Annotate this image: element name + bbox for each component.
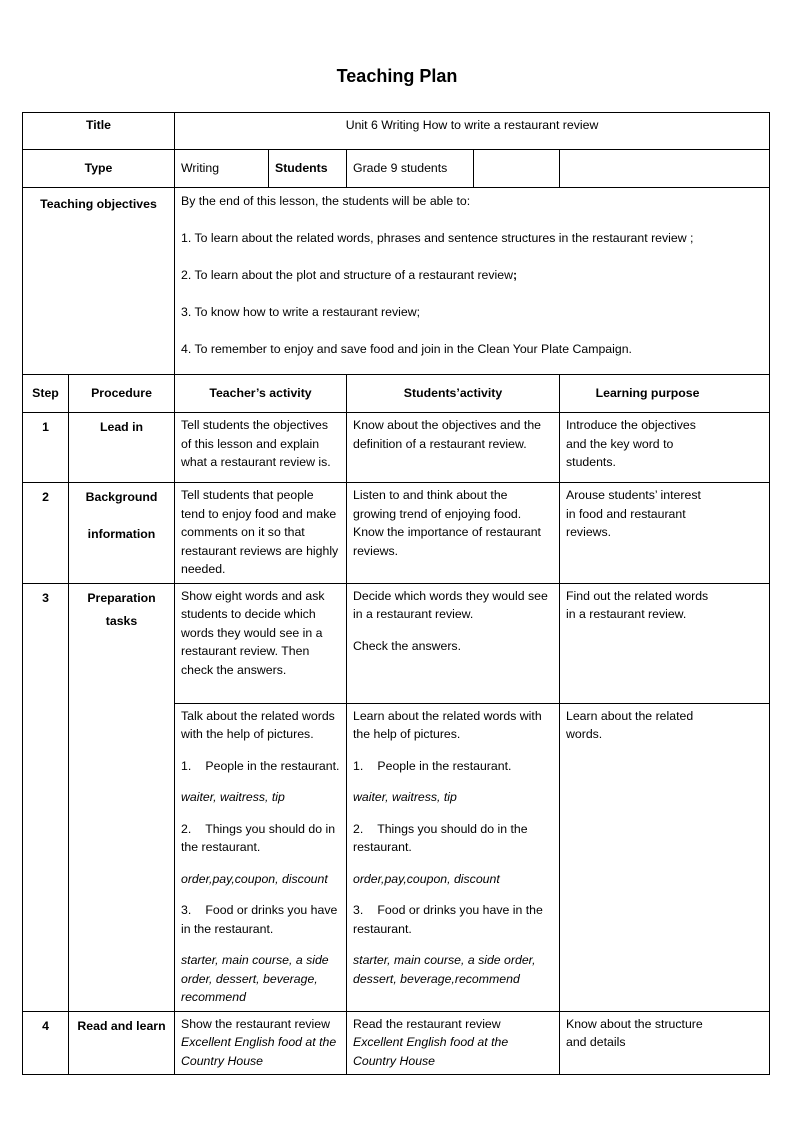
step-number: 2 — [23, 483, 69, 584]
learning-purpose: Arouse students’ interest in food and restaurant reviews. — [560, 483, 770, 584]
word-group-words-text: waiter, waitress, tip — [353, 790, 457, 804]
students-activity — [347, 583, 560, 703]
word-group-label — [181, 757, 340, 776]
word-group-label — [181, 901, 340, 938]
teacher-activity: Tell students the objectives of this lesson and explain what a restaurant review is. — [175, 413, 347, 483]
teacher-activity: Tell students that people tend to enjoy food and make comments on it so that restaurant reviews are highly needed. — [175, 483, 347, 584]
procedure-line: tasks — [105, 614, 138, 628]
learning-purpose: Know about the structure and details — [560, 1011, 770, 1075]
word-group-text: Food or drinks you have in the restaurant. — [353, 903, 543, 936]
type-label: Type — [23, 150, 175, 188]
procedure-name: Lead in — [69, 413, 175, 483]
word-group-words — [353, 951, 553, 988]
learning-purpose: Learn about the related words. — [560, 703, 770, 1011]
word-group-words-text: order,pay,coupon, discount — [353, 871, 500, 886]
title-label: Title — [23, 113, 175, 150]
objectives-intro: By the end of this lesson, the students will be able to: — [181, 194, 471, 208]
students-label: Students — [269, 150, 347, 188]
word-group-label — [353, 820, 553, 857]
objective-item: 3. To know how to write a restaurant review; — [181, 305, 420, 319]
objectives-label — [23, 188, 175, 375]
column-header-students: Students’activity — [347, 375, 560, 413]
objectives-row — [23, 188, 770, 375]
title-value: Unit 6 Writing How to write a restaurant review — [175, 113, 770, 150]
column-header-step: Step — [23, 375, 69, 413]
procedure-name — [69, 583, 175, 1011]
table-row — [23, 483, 770, 584]
students-activity — [347, 703, 560, 1011]
objective-item — [181, 266, 763, 285]
word-group-words — [181, 870, 340, 889]
word-group-text: People in the restaurant. — [205, 758, 340, 773]
type-row — [23, 150, 770, 188]
students-activity-line: Check the answers. — [353, 638, 461, 653]
procedure-line: Background — [85, 490, 158, 504]
teaching-plan-table — [22, 112, 770, 1075]
word-group-words-text: starter, main course, a side order, dessert, beverage,recommend — [353, 953, 536, 986]
column-header-row — [23, 375, 770, 413]
students-intro: Learn about the related words with the help of pictures. — [353, 708, 542, 741]
objectives-content — [175, 188, 770, 375]
word-group-label — [181, 820, 340, 857]
empty-cell — [474, 150, 560, 188]
learning-purpose: Introduce the objectives and the key word to students. — [560, 413, 770, 483]
objective-item: 4. To remember to enjoy and save food and join in the Clean Your Plate Campaign. — [181, 342, 632, 356]
word-group-words — [353, 788, 553, 807]
procedure-name: Read and learn — [69, 1011, 175, 1075]
table-row — [23, 1011, 770, 1075]
teacher-intro: Talk about the related words with the help of pictures. — [181, 708, 335, 741]
word-group-number: 2. — [181, 821, 192, 836]
word-group-text: People in the restaurant. — [377, 758, 512, 773]
students-activity-line: Decide which words they would see in a restaurant review. — [353, 588, 548, 621]
objective-item-text: 2. To learn about the plot and structure of a restaurant review — [181, 268, 513, 282]
step-number: 1 — [23, 413, 69, 483]
students-value: Grade 9 students — [347, 150, 474, 188]
column-header-teacher: Teacher’s activity — [175, 375, 347, 413]
word-group-text: Food or drinks you have in the restaurant. — [181, 903, 338, 936]
title-row — [23, 113, 770, 150]
students-activity: Know about the objectives and the definition of a restaurant review. — [347, 413, 560, 483]
word-group-number: 1. — [181, 758, 192, 773]
word-group-words — [353, 870, 553, 889]
procedure-name — [69, 483, 175, 584]
students-activity-text: Read the restaurant review — [353, 1016, 501, 1031]
column-header-purpose: Learning purpose — [560, 375, 770, 413]
teacher-activity — [175, 1011, 347, 1075]
step-number: 4 — [23, 1011, 69, 1075]
word-group-label — [353, 757, 553, 776]
step-number: 3 — [23, 583, 69, 1011]
procedure-line: information — [87, 526, 156, 541]
word-group-words-text: order,pay,coupon, discount — [181, 871, 328, 886]
word-group-number: 3. — [181, 903, 192, 917]
empty-cell — [560, 150, 770, 188]
objective-item-suffix: ; — [513, 268, 518, 282]
table-row — [23, 413, 770, 483]
type-value: Writing — [175, 150, 269, 188]
word-group-number: 3. — [353, 903, 364, 917]
objective-item: 1. To learn about the related words, phrases and sentence structures in the restaurant review ; — [181, 231, 694, 245]
teacher-activity: Show eight words and ask students to decide which words they would see in a restaurant review. Then check the answers. — [175, 583, 347, 703]
procedure-line: Preparation — [87, 590, 156, 605]
objectives-label-text: Teaching objectives — [40, 196, 157, 211]
word-group-words-text: starter, main course, a side order, dessert, beverage, recommend — [181, 953, 329, 1004]
learning-purpose: Find out the related words in a restaurant review. — [560, 583, 770, 703]
word-group-label — [353, 901, 553, 938]
review-title: Excellent English food at the Country House — [353, 1035, 509, 1068]
students-activity — [347, 1011, 560, 1075]
column-header-procedure: Procedure — [69, 375, 175, 413]
word-group-number: 2. — [353, 821, 364, 836]
word-group-words — [181, 951, 340, 1007]
word-group-number: 1. — [353, 758, 364, 773]
table-row — [23, 583, 770, 703]
word-group-text: Things you should do in the restaurant. — [353, 821, 528, 854]
document-title: Teaching Plan — [336, 66, 458, 86]
teacher-activity — [175, 703, 347, 1011]
students-activity: Listen to and think about the growing trend of enjoying food. Know the importance of restaurant reviews. — [347, 483, 560, 584]
word-group-text: Things you should do in the restaurant. — [181, 821, 336, 854]
review-title: Excellent English food at the Country House — [181, 1035, 337, 1068]
teacher-activity-text: Show the restaurant review — [181, 1016, 331, 1031]
word-group-words — [181, 788, 340, 807]
word-group-words-text: waiter, waitress, tip — [181, 790, 285, 804]
